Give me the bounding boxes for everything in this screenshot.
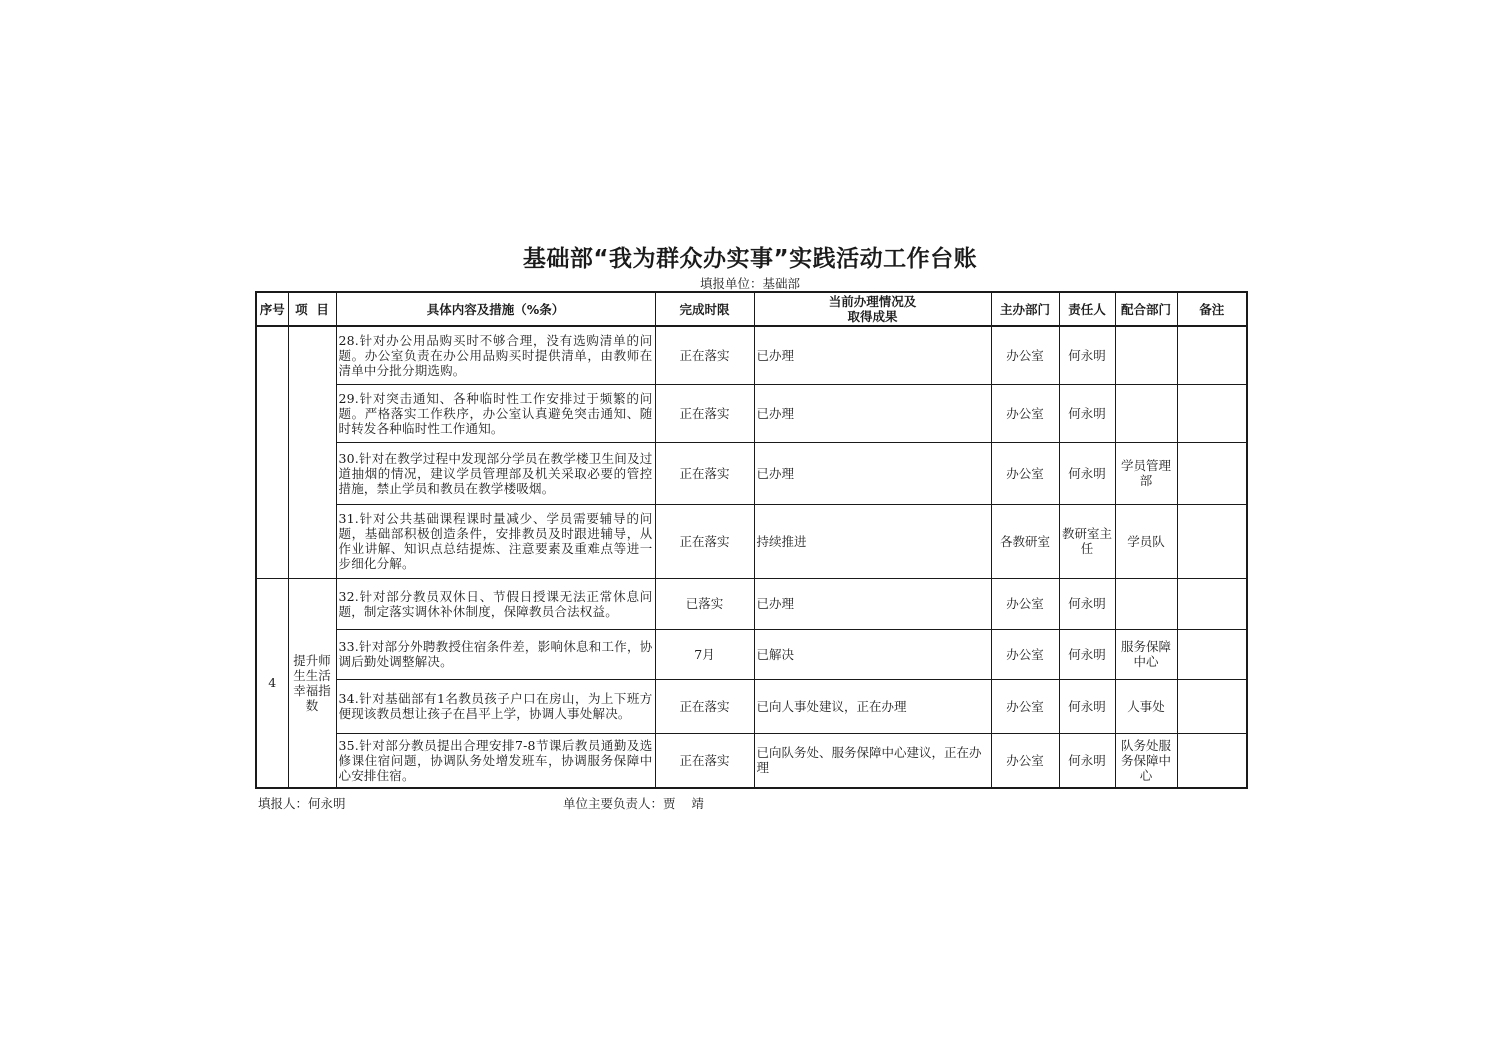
row-deadline: 正在落实 (655, 442, 754, 504)
header-person: 责任人 (1059, 292, 1115, 326)
row-remark (1177, 733, 1247, 788)
table-row (256, 326, 1247, 384)
row-person: 何永明 (1059, 442, 1115, 504)
row-coop (1115, 384, 1177, 442)
table-row (256, 629, 1247, 679)
header-seq: 序号 (256, 292, 288, 326)
row-content: 28.针对办公用品购买时不够合理，没有选购清单的问题。办公室负责在办公用品购买时提供清单，由教师在清单中分批分期选购。 (336, 326, 655, 384)
header-deadline: 完成时限 (655, 292, 754, 326)
row-coop: 人事处 (1115, 679, 1177, 733)
row-person: 何永明 (1059, 326, 1115, 384)
row-content: 29.针对突击通知、各种临时性工作安排过于频繁的问题。严格落实工作秩序，办公室认真避免突击通知、随时转发各种临时性工作通知。 (336, 384, 655, 442)
header-remark: 备注 (1177, 292, 1247, 326)
row-content: 32.针对部分教员双休日、节假日授课无法正常休息问题，制定落实调休补休制度，保障教员合法权益。 (336, 578, 655, 629)
row-remark (1177, 629, 1247, 679)
row-coop: 学员管理部 (1115, 442, 1177, 504)
row-dept: 办公室 (991, 442, 1059, 504)
row-content: 31.针对公共基础课程课时量减少、学员需要辅导的问题，基础部积极创造条件，安排教员及时跟进辅导，从作业讲解、知识点总结提炼、注意要素及重难点等进一步细化分解。 (336, 504, 655, 578)
table-row (256, 578, 1247, 629)
row-person: 何永明 (1059, 578, 1115, 629)
row-dept: 办公室 (991, 578, 1059, 629)
row-content: 33.针对部分外聘教授住宿条件差，影响休息和工作，协调后勤处调整解决。 (336, 629, 655, 679)
row-deadline: 7月 (655, 629, 754, 679)
row-dept: 办公室 (991, 679, 1059, 733)
row-coop: 学员队 (1115, 504, 1177, 578)
row-deadline: 正在落实 (655, 679, 754, 733)
row-person: 何永明 (1059, 384, 1115, 442)
row-content: 30.针对在教学过程中发现部分学员在教学楼卫生间及过道抽烟的情况，建议学员管理部及机关采取必要的管控措施，禁止学员和教员在教学楼吸烟。 (336, 442, 655, 504)
header-content: 具体内容及措施（%条） (336, 292, 655, 326)
table-row (256, 442, 1247, 504)
group-4-item: 提升师生生活幸福指数 (288, 578, 336, 788)
row-remark (1177, 504, 1247, 578)
row-deadline: 正在落实 (655, 504, 754, 578)
group-4-seq: 4 (256, 578, 288, 788)
row-deadline: 正在落实 (655, 733, 754, 788)
row-status: 持续推进 (754, 504, 991, 578)
row-person: 何永明 (1059, 733, 1115, 788)
row-coop: 队务处服务保障中心 (1115, 733, 1177, 788)
group-top-seq (256, 326, 288, 578)
ledger-table (255, 291, 1248, 789)
row-status: 已办理 (754, 384, 991, 442)
header-item: 项 目 (288, 292, 336, 326)
row-remark (1177, 442, 1247, 504)
header-dept: 主办部门 (991, 292, 1059, 326)
leader-signature: 单位主要负责人：贾 靖 (563, 796, 704, 811)
row-status: 已解决 (754, 629, 991, 679)
row-remark (1177, 578, 1247, 629)
header-status-line2: 取得成果 (847, 309, 898, 324)
header-status-line1: 当前办理情况及 (828, 294, 917, 309)
row-remark (1177, 384, 1247, 442)
reporting-unit: 填报单位：基础部 (699, 276, 800, 291)
row-status: 已办理 (754, 326, 991, 384)
row-dept: 办公室 (991, 326, 1059, 384)
row-status: 已办理 (754, 578, 991, 629)
row-status: 已向人事处建议，正在办理 (754, 679, 991, 733)
row-dept: 办公室 (991, 384, 1059, 442)
row-dept: 办公室 (991, 733, 1059, 788)
row-remark (1177, 679, 1247, 733)
row-status: 已办理 (754, 442, 991, 504)
row-status: 已向队务处、服务保障中心建议，正在办理 (754, 733, 991, 788)
table-header-row (256, 292, 1247, 326)
table-row (256, 679, 1247, 733)
filler-signature: 填报人：何永明 (258, 796, 346, 811)
row-deadline: 正在落实 (655, 384, 754, 442)
row-remark (1177, 326, 1247, 384)
row-person: 何永明 (1059, 629, 1115, 679)
row-content: 34.针对基础部有1名教员孩子户口在房山，为上下班方便现该教员想让孩子在昌平上学，协调人事处解决。 (336, 679, 655, 733)
row-dept: 办公室 (991, 629, 1059, 679)
header-status (754, 292, 991, 326)
row-person: 教研室主任 (1059, 504, 1115, 578)
group-top-item (288, 326, 336, 578)
table-row (256, 384, 1247, 442)
row-deadline: 正在落实 (655, 326, 754, 384)
row-person: 何永明 (1059, 679, 1115, 733)
row-coop (1115, 578, 1177, 629)
row-coop: 服务保障中心 (1115, 629, 1177, 679)
row-content: 35.针对部分教员提出合理安排7-8节课后教员通勤及选修课住宿问题，协调队务处增发班车，协调服务保障中心安排住宿。 (336, 733, 655, 788)
table-row (256, 733, 1247, 788)
page-title: 基础部“我为群众办实事”实践活动工作台账 (522, 246, 978, 272)
row-dept: 各教研室 (991, 504, 1059, 578)
row-deadline: 已落实 (655, 578, 754, 629)
table-row (256, 504, 1247, 578)
row-coop (1115, 326, 1177, 384)
header-coop: 配合部门 (1115, 292, 1177, 326)
